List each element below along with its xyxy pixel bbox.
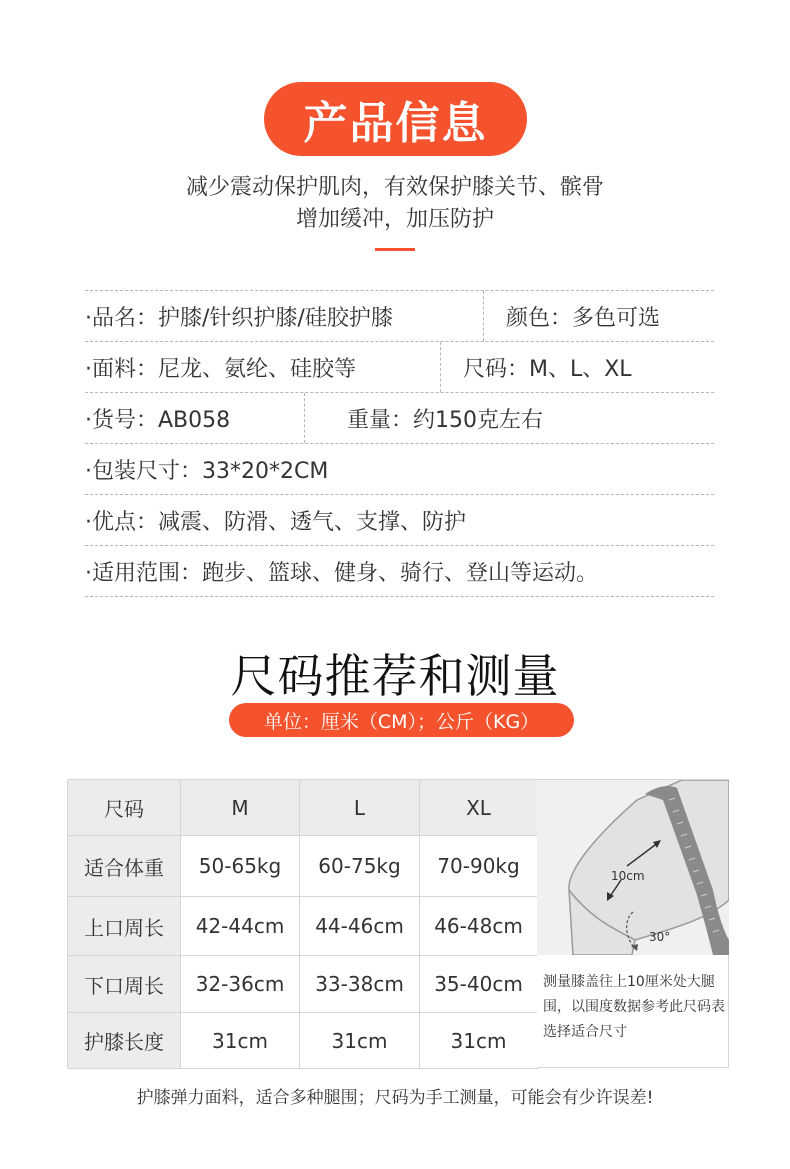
product-info-table (85, 290, 714, 597)
product-package-size: ·包装尺寸：33*20*2CM (85, 458, 329, 484)
table-row (68, 897, 538, 956)
table-cell: 60-75kg (300, 836, 420, 897)
size-chart-table (67, 779, 538, 1069)
product-sizes: 尺码：M、L、XL (463, 356, 632, 382)
info-row (85, 545, 714, 597)
table-cell: 33-38cm (300, 956, 420, 1013)
row-label: 下口周长 (68, 956, 181, 1013)
row-label: 适合体重 (68, 836, 181, 897)
distance-label: 10cm (611, 869, 645, 883)
subtitle-line-2: 增加缓冲，加压防护 (295, 207, 494, 232)
product-weight: 重量：约150克左右 (347, 407, 543, 433)
measurement-guide-panel (537, 779, 729, 1068)
row-label: 护膝长度 (68, 1013, 181, 1069)
table-header-row (68, 780, 538, 836)
footer-note: 护膝弹力面料，适合多种腿围；尺码为手工测量，可能会有少许误差! (136, 1088, 654, 1108)
table-row (68, 836, 538, 897)
product-usage: ·适用范围：跑步、篮球、健身、骑行、登山等运动。 (85, 560, 598, 586)
knee-measurement-illustration (537, 780, 729, 955)
header-size-xl: XL (420, 780, 538, 836)
product-advantages: ·优点：减震、防滑、透气、支撑、防护 (85, 509, 466, 535)
table-cell: 50-65kg (181, 836, 300, 897)
accent-divider (375, 248, 415, 251)
info-row (85, 392, 714, 443)
measurement-note: 测量膝盖往上10厘米处大腿围，以围度数据参考此尺码表选择适合尺寸 (543, 974, 725, 1040)
table-cell: 70-90kg (420, 836, 538, 897)
header-size-m: M (181, 780, 300, 836)
table-row (68, 956, 538, 1013)
angle-label: 30° (649, 930, 671, 944)
product-sku: ·货号：AB058 (85, 393, 305, 443)
table-cell: 44-46cm (300, 897, 420, 956)
table-row (68, 1013, 538, 1069)
subtitle-line-1: 减少震动保护肌肉，有效保护膝关节、髌骨 (185, 175, 604, 200)
table-cell: 31cm (181, 1013, 300, 1069)
table-cell: 31cm (420, 1013, 538, 1069)
table-cell: 42-44cm (181, 897, 300, 956)
product-material: ·面料：尼龙、氨纶、硅胶等 (85, 342, 441, 392)
info-row (85, 341, 714, 392)
info-row (85, 290, 714, 341)
table-cell: 46-48cm (420, 897, 538, 956)
row-label: 上口周长 (68, 897, 181, 956)
section-title-product-info: 产品信息 (264, 82, 527, 156)
unit-badge: 单位：厘米（CM）；公斤（KG） (229, 703, 574, 737)
info-row (85, 494, 714, 545)
table-cell: 35-40cm (420, 956, 538, 1013)
product-color: 颜色：多色可选 (506, 305, 661, 331)
table-cell: 32-36cm (181, 956, 300, 1013)
header-size-label: 尺码 (68, 780, 181, 836)
header-size-l: L (300, 780, 420, 836)
info-row (85, 443, 714, 494)
table-cell: 31cm (300, 1013, 420, 1069)
section-title-size: 尺码推荐和测量 (230, 649, 560, 703)
product-name: ·品名：护膝/针织护膝/硅胶护膝 (85, 291, 484, 341)
